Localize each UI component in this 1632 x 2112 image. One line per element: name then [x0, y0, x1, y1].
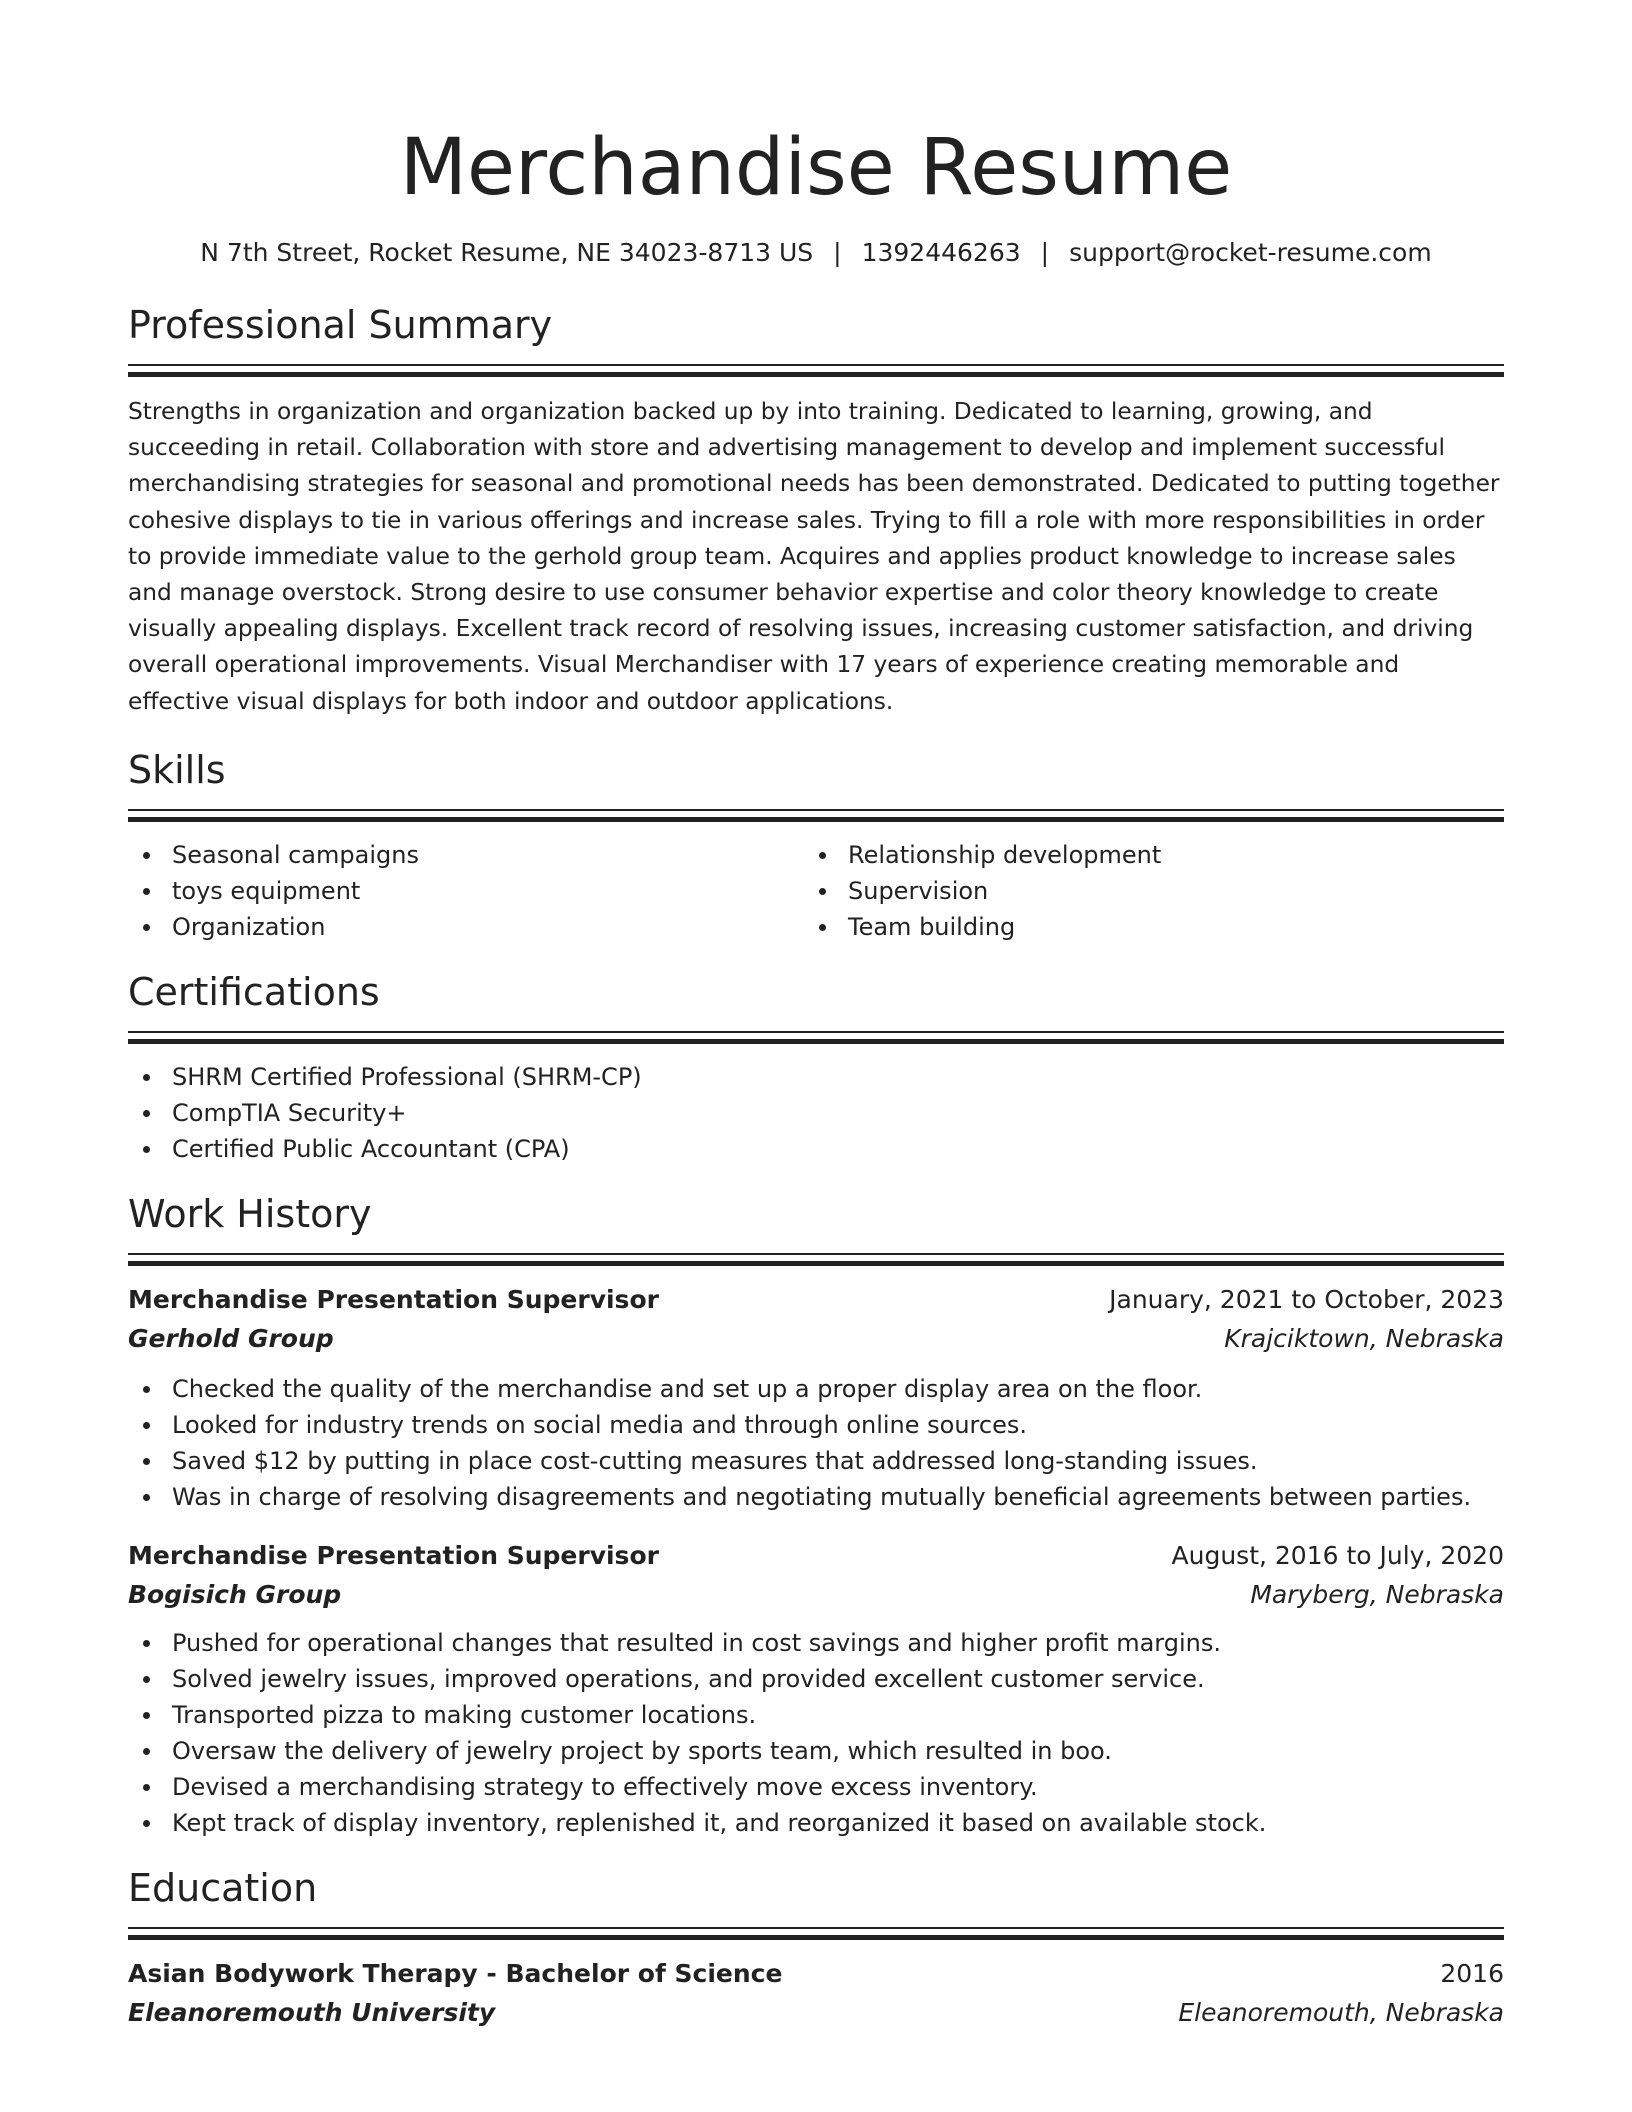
- certification-item: CompTIA Security+: [128, 1095, 1504, 1131]
- section-divider: [128, 1031, 1504, 1043]
- skill-item: Supervision: [804, 873, 1504, 909]
- job-subheader: [128, 1575, 1504, 1615]
- resume-name: Merchandise Resume: [399, 123, 1233, 213]
- job-bullets: [128, 1625, 1504, 1841]
- contact-line: [128, 236, 1504, 270]
- contact-email: support@rocket-resume.com: [1069, 238, 1432, 267]
- education-school: Eleanoremouth University: [128, 1997, 496, 2027]
- job-bullet: Transported pizza to making customer locations.: [128, 1697, 1504, 1733]
- section-title-work-history: Work History: [128, 1191, 372, 1236]
- job-entry: [128, 1537, 1504, 1841]
- job-bullet: Pushed for operational changes that resulted in cost savings and higher profit margins.: [128, 1625, 1504, 1661]
- skills-list-right: [804, 837, 1504, 945]
- job-bullet: Devised a merchandising strategy to effectively move excess inventory.: [128, 1769, 1504, 1805]
- section-title-certifications: Certifications: [128, 969, 380, 1014]
- contact-separator: |: [1040, 238, 1050, 267]
- job-bullet: Looked for industry trends on social media and through online sources.: [128, 1407, 1504, 1443]
- contact-address: N 7th Street, Rocket Resume, NE 34023-8713 US: [200, 238, 814, 267]
- skill-item: Seasonal campaigns: [128, 837, 804, 873]
- education-degree: Asian Bodywork Therapy - Bachelor of Science: [128, 1958, 783, 1988]
- job-bullets: [128, 1371, 1504, 1515]
- job-bullet: Solved jewelry issues, improved operations, and provided excellent customer service.: [128, 1661, 1504, 1697]
- education-entry: [128, 1955, 1504, 2033]
- skill-item: toys equipment: [128, 873, 804, 909]
- contact-separator: |: [833, 238, 842, 267]
- job-bullet: Checked the quality of the merchandise and set up a proper display area on the floor.: [128, 1371, 1504, 1407]
- job-bullet: Oversaw the delivery of jewelry project by sports team, which resulted in boo.: [128, 1733, 1504, 1769]
- section-divider: [128, 364, 1504, 376]
- job-dates: August, 2016 to July, 2020: [1171, 1540, 1504, 1570]
- skills-section: [128, 745, 1504, 945]
- summary-section: [128, 300, 1504, 720]
- job-header: [128, 1281, 1504, 1319]
- job-location: Maryberg, Nebraska: [1250, 1579, 1504, 1609]
- section-divider: [128, 1253, 1504, 1265]
- education-section: [128, 1863, 1504, 2033]
- section-title-skills: Skills: [128, 747, 226, 792]
- job-entry: [128, 1281, 1504, 1515]
- certification-item: Certified Public Accountant (CPA): [128, 1131, 1504, 1167]
- skill-item: Relationship development: [804, 837, 1504, 873]
- skills-list-left: [128, 837, 804, 945]
- contact-phone: 1392446263: [861, 238, 1021, 267]
- education-location: Eleanoremouth, Nebraska: [1178, 1997, 1504, 2027]
- section-divider: [128, 809, 1504, 821]
- work-history-section: [128, 1189, 1504, 1841]
- job-dates: January, 2021 to October, 2023: [1109, 1284, 1504, 1314]
- section-divider: [128, 1927, 1504, 1939]
- job-subheader: [128, 1319, 1504, 1359]
- education-subheader: [128, 1993, 1504, 2033]
- skill-item: Team building: [804, 909, 1504, 945]
- job-title: Merchandise Presentation Supervisor: [128, 1284, 659, 1314]
- skills-grid: [128, 837, 1504, 945]
- education-year: 2016: [1440, 1958, 1504, 1988]
- job-company: Gerhold Group: [128, 1323, 334, 1353]
- certification-item: SHRM Certified Professional (SHRM-CP): [128, 1059, 1504, 1095]
- job-location: Krajciktown, Nebraska: [1224, 1323, 1504, 1353]
- job-bullet: Saved $12 by putting in place cost-cutting measures that addressed long-standing issues.: [128, 1443, 1504, 1479]
- certifications-section: [128, 967, 1504, 1167]
- job-company: Bogisich Group: [128, 1579, 342, 1609]
- section-title-education: Education: [128, 1865, 318, 1910]
- summary-text: Strengths in organization and organization backed up by into training. Dedicated to learning, growing, and succeeding in retail. Collaboration with store and advertising management to develop and implement successful merchandising strategies for seasonal and promotional needs has been demonstrated. Dedicated to putting together cohesive displays to tie in various offerings and increase sales. Trying to fill a role with more responsibilities in order to provide immediate value to the gerhold group team. Acquires and applies product knowledge to increase sales and manage overstock. Strong desire to use consumer behavior expertise and color theory knowledge to create visually appealing displays. Excellent track record of resolving issues, increasing customer satisfaction, and driving overall operational improvements. Visual Merchandiser with 17 years of experience creating memorable and effective visual displays for both indoor and outdoor applications.: [128, 398, 1500, 715]
- job-title: Merchandise Presentation Supervisor: [128, 1540, 659, 1570]
- education-header: [128, 1955, 1504, 1993]
- job-bullet: Kept track of display inventory, replenished it, and reorganized it based on available stock.: [128, 1805, 1504, 1841]
- certifications-list: [128, 1059, 1504, 1167]
- job-bullet: Was in charge of resolving disagreements and negotiating mutually beneficial agreements between parties.: [128, 1479, 1504, 1515]
- section-title-summary: Professional Summary: [128, 303, 553, 347]
- job-header: [128, 1537, 1504, 1575]
- skill-item: Organization: [128, 909, 804, 945]
